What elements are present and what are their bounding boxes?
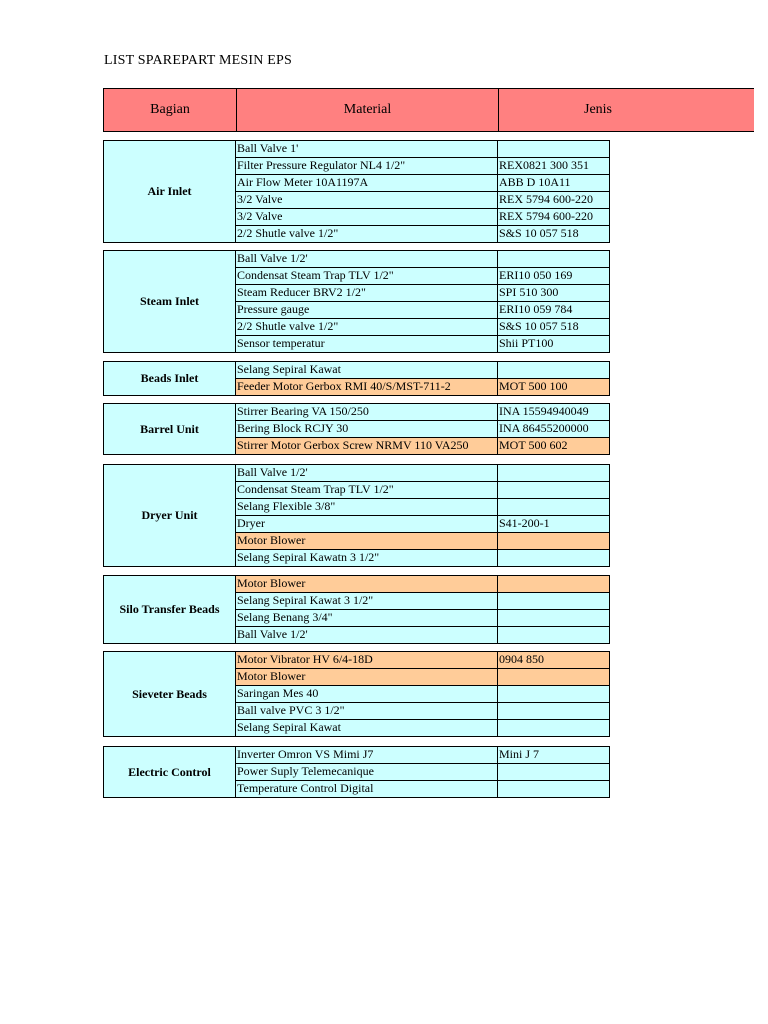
jenis-cell bbox=[498, 610, 609, 626]
jenis-cell: REX 5794 600-220 bbox=[498, 209, 609, 225]
jenis-cell: REX 5794 600-220 bbox=[498, 192, 609, 208]
jenis-cell bbox=[498, 482, 609, 498]
group-rows bbox=[236, 464, 610, 567]
jenis-cell bbox=[498, 141, 609, 157]
material-cell: Selang Sepiral Kawat bbox=[236, 362, 498, 378]
jenis-cell bbox=[498, 550, 609, 566]
material-cell: Sensor temperatur bbox=[236, 336, 498, 352]
table-row bbox=[236, 627, 609, 644]
table-row bbox=[236, 516, 609, 533]
material-cell: Ball Valve 1/2' bbox=[236, 627, 498, 643]
table-row bbox=[236, 251, 609, 268]
group-block bbox=[103, 575, 610, 644]
material-cell: Condensat Steam Trap TLV 1/2" bbox=[236, 482, 498, 498]
material-cell: 3/2 Valve bbox=[236, 192, 498, 208]
material-cell: Saringan Mes 40 bbox=[236, 686, 498, 702]
jenis-cell: S&S 10 057 518 bbox=[498, 226, 609, 242]
jenis-cell: ABB D 10A11 bbox=[498, 175, 609, 191]
material-cell: Filter Pressure Regulator NL4 1/2" bbox=[236, 158, 498, 174]
jenis-cell: ERI10 059 784 bbox=[498, 302, 609, 318]
material-cell: Air Flow Meter 10A1197A bbox=[236, 175, 498, 191]
table-row bbox=[236, 285, 609, 302]
material-cell: Selang Sepiral Kawat 3 1/2" bbox=[236, 593, 498, 609]
table-row bbox=[236, 302, 609, 319]
group-rows bbox=[236, 403, 610, 455]
page-title: LIST SPAREPART MESIN EPS bbox=[104, 53, 292, 68]
table-row bbox=[236, 610, 609, 627]
group-rows bbox=[236, 361, 610, 396]
table-row bbox=[236, 576, 609, 593]
table-row bbox=[236, 669, 609, 686]
group-rows bbox=[236, 651, 610, 737]
group-block bbox=[103, 361, 610, 396]
table-row bbox=[236, 550, 609, 567]
table-row bbox=[236, 720, 609, 737]
header-jenis: Jenis bbox=[498, 88, 754, 132]
jenis-cell bbox=[498, 703, 609, 719]
jenis-cell: S41-200-1 bbox=[498, 516, 609, 532]
jenis-cell: REX0821 300 351 bbox=[498, 158, 609, 174]
table-row bbox=[236, 652, 609, 669]
jenis-cell bbox=[498, 627, 609, 643]
material-cell: Steam Reducer BRV2 1/2" bbox=[236, 285, 498, 301]
jenis-cell: Shii PT100 bbox=[498, 336, 609, 352]
group-name: Air Inlet bbox=[103, 140, 236, 243]
header-material: Material bbox=[236, 88, 499, 132]
material-cell: Selang Benang 3/4" bbox=[236, 610, 498, 626]
group-block bbox=[103, 250, 610, 353]
material-cell: Stirrer Motor Gerbox Screw NRMV 110 VA250 bbox=[236, 438, 498, 454]
group-name: Dryer Unit bbox=[103, 464, 236, 567]
jenis-cell bbox=[498, 669, 609, 685]
material-cell: Bering Block RCJY 30 bbox=[236, 421, 498, 437]
jenis-cell bbox=[498, 251, 609, 267]
material-cell: Ball Valve 1/2' bbox=[236, 251, 498, 267]
table-row bbox=[236, 421, 609, 438]
table-row bbox=[236, 764, 609, 781]
jenis-cell: MOT 500 100 bbox=[498, 379, 609, 395]
group-name: Barrel Unit bbox=[103, 403, 236, 455]
group-name: Sieveter Beads bbox=[103, 651, 236, 737]
material-cell: Stirrer Bearing VA 150/250 bbox=[236, 404, 498, 420]
material-cell: Inverter Omron VS Mimi J7 bbox=[236, 747, 498, 763]
table-row bbox=[236, 703, 609, 720]
material-cell: Selang Flexible 3/8" bbox=[236, 499, 498, 515]
jenis-cell bbox=[498, 781, 609, 797]
table-row bbox=[236, 404, 609, 421]
table-row bbox=[236, 209, 609, 226]
jenis-cell bbox=[498, 686, 609, 702]
jenis-cell bbox=[498, 465, 609, 481]
material-cell: Ball Valve 1/2' bbox=[236, 465, 498, 481]
material-cell: Power Suply Telemecanique bbox=[236, 764, 498, 780]
group-rows bbox=[236, 746, 610, 798]
material-cell: 2/2 Shutle valve 1/2" bbox=[236, 319, 498, 335]
material-cell: Motor Blower bbox=[236, 669, 498, 685]
group-block bbox=[103, 403, 610, 455]
table-row bbox=[236, 336, 609, 353]
table-row bbox=[236, 141, 609, 158]
table-row bbox=[236, 533, 609, 550]
table-row bbox=[236, 482, 609, 499]
material-cell: 3/2 Valve bbox=[236, 209, 498, 225]
group-rows bbox=[236, 575, 610, 644]
material-cell: Condensat Steam Trap TLV 1/2" bbox=[236, 268, 498, 284]
material-cell: Ball Valve 1' bbox=[236, 141, 498, 157]
group-block bbox=[103, 746, 610, 798]
jenis-cell: MOT 500 602 bbox=[498, 438, 609, 454]
jenis-cell: INA 86455200000 bbox=[498, 421, 609, 437]
jenis-cell: SPI 510 300 bbox=[498, 285, 609, 301]
table-row bbox=[236, 781, 609, 798]
table-row bbox=[236, 226, 609, 243]
material-cell: Dryer bbox=[236, 516, 498, 532]
jenis-cell: ERI10 050 169 bbox=[498, 268, 609, 284]
material-cell: Pressure gauge bbox=[236, 302, 498, 318]
material-cell: Selang Sepiral Kawat bbox=[236, 720, 498, 736]
group-block bbox=[103, 464, 610, 567]
jenis-cell bbox=[498, 720, 609, 736]
material-cell: Motor Blower bbox=[236, 576, 498, 592]
group-name: Silo Transfer Beads bbox=[103, 575, 236, 644]
table-row bbox=[236, 158, 609, 175]
jenis-cell: S&S 10 057 518 bbox=[498, 319, 609, 335]
table-row bbox=[236, 747, 609, 764]
material-cell: Motor Vibrator HV 6/4-18D bbox=[236, 652, 498, 668]
material-cell: Temperature Control Digital bbox=[236, 781, 498, 797]
group-name: Beads Inlet bbox=[103, 361, 236, 396]
table-row bbox=[236, 268, 609, 285]
jenis-cell: 0904 850 bbox=[498, 652, 609, 668]
table-row bbox=[236, 362, 609, 379]
jenis-cell bbox=[498, 593, 609, 609]
group-block bbox=[103, 140, 610, 243]
group-rows bbox=[236, 250, 610, 353]
group-name: Electric Control bbox=[103, 746, 236, 798]
material-cell: Motor Blower bbox=[236, 533, 498, 549]
table-row bbox=[236, 319, 609, 336]
material-cell: Selang Sepiral Kawatn 3 1/2" bbox=[236, 550, 498, 566]
table-row bbox=[236, 379, 609, 396]
jenis-cell bbox=[498, 576, 609, 592]
table-row bbox=[236, 465, 609, 482]
jenis-cell: INA 15594940049 bbox=[498, 404, 609, 420]
table-row bbox=[236, 593, 609, 610]
table-row bbox=[236, 499, 609, 516]
header-bagian: Bagian bbox=[103, 88, 237, 132]
group-name: Steam Inlet bbox=[103, 250, 236, 353]
table-row bbox=[236, 175, 609, 192]
material-cell: 2/2 Shutle valve 1/2" bbox=[236, 226, 498, 242]
group-block bbox=[103, 651, 610, 737]
group-rows bbox=[236, 140, 610, 243]
material-cell: Ball valve PVC 3 1/2" bbox=[236, 703, 498, 719]
jenis-cell bbox=[498, 362, 609, 378]
table-row bbox=[236, 438, 609, 455]
jenis-cell bbox=[498, 764, 609, 780]
table-row bbox=[236, 192, 609, 209]
jenis-cell: Mini J 7 bbox=[498, 747, 609, 763]
jenis-cell bbox=[498, 499, 609, 515]
table-row bbox=[236, 686, 609, 703]
jenis-cell bbox=[498, 533, 609, 549]
material-cell: Feeder Motor Gerbox RMI 40/S/MST-711-2 bbox=[236, 379, 498, 395]
